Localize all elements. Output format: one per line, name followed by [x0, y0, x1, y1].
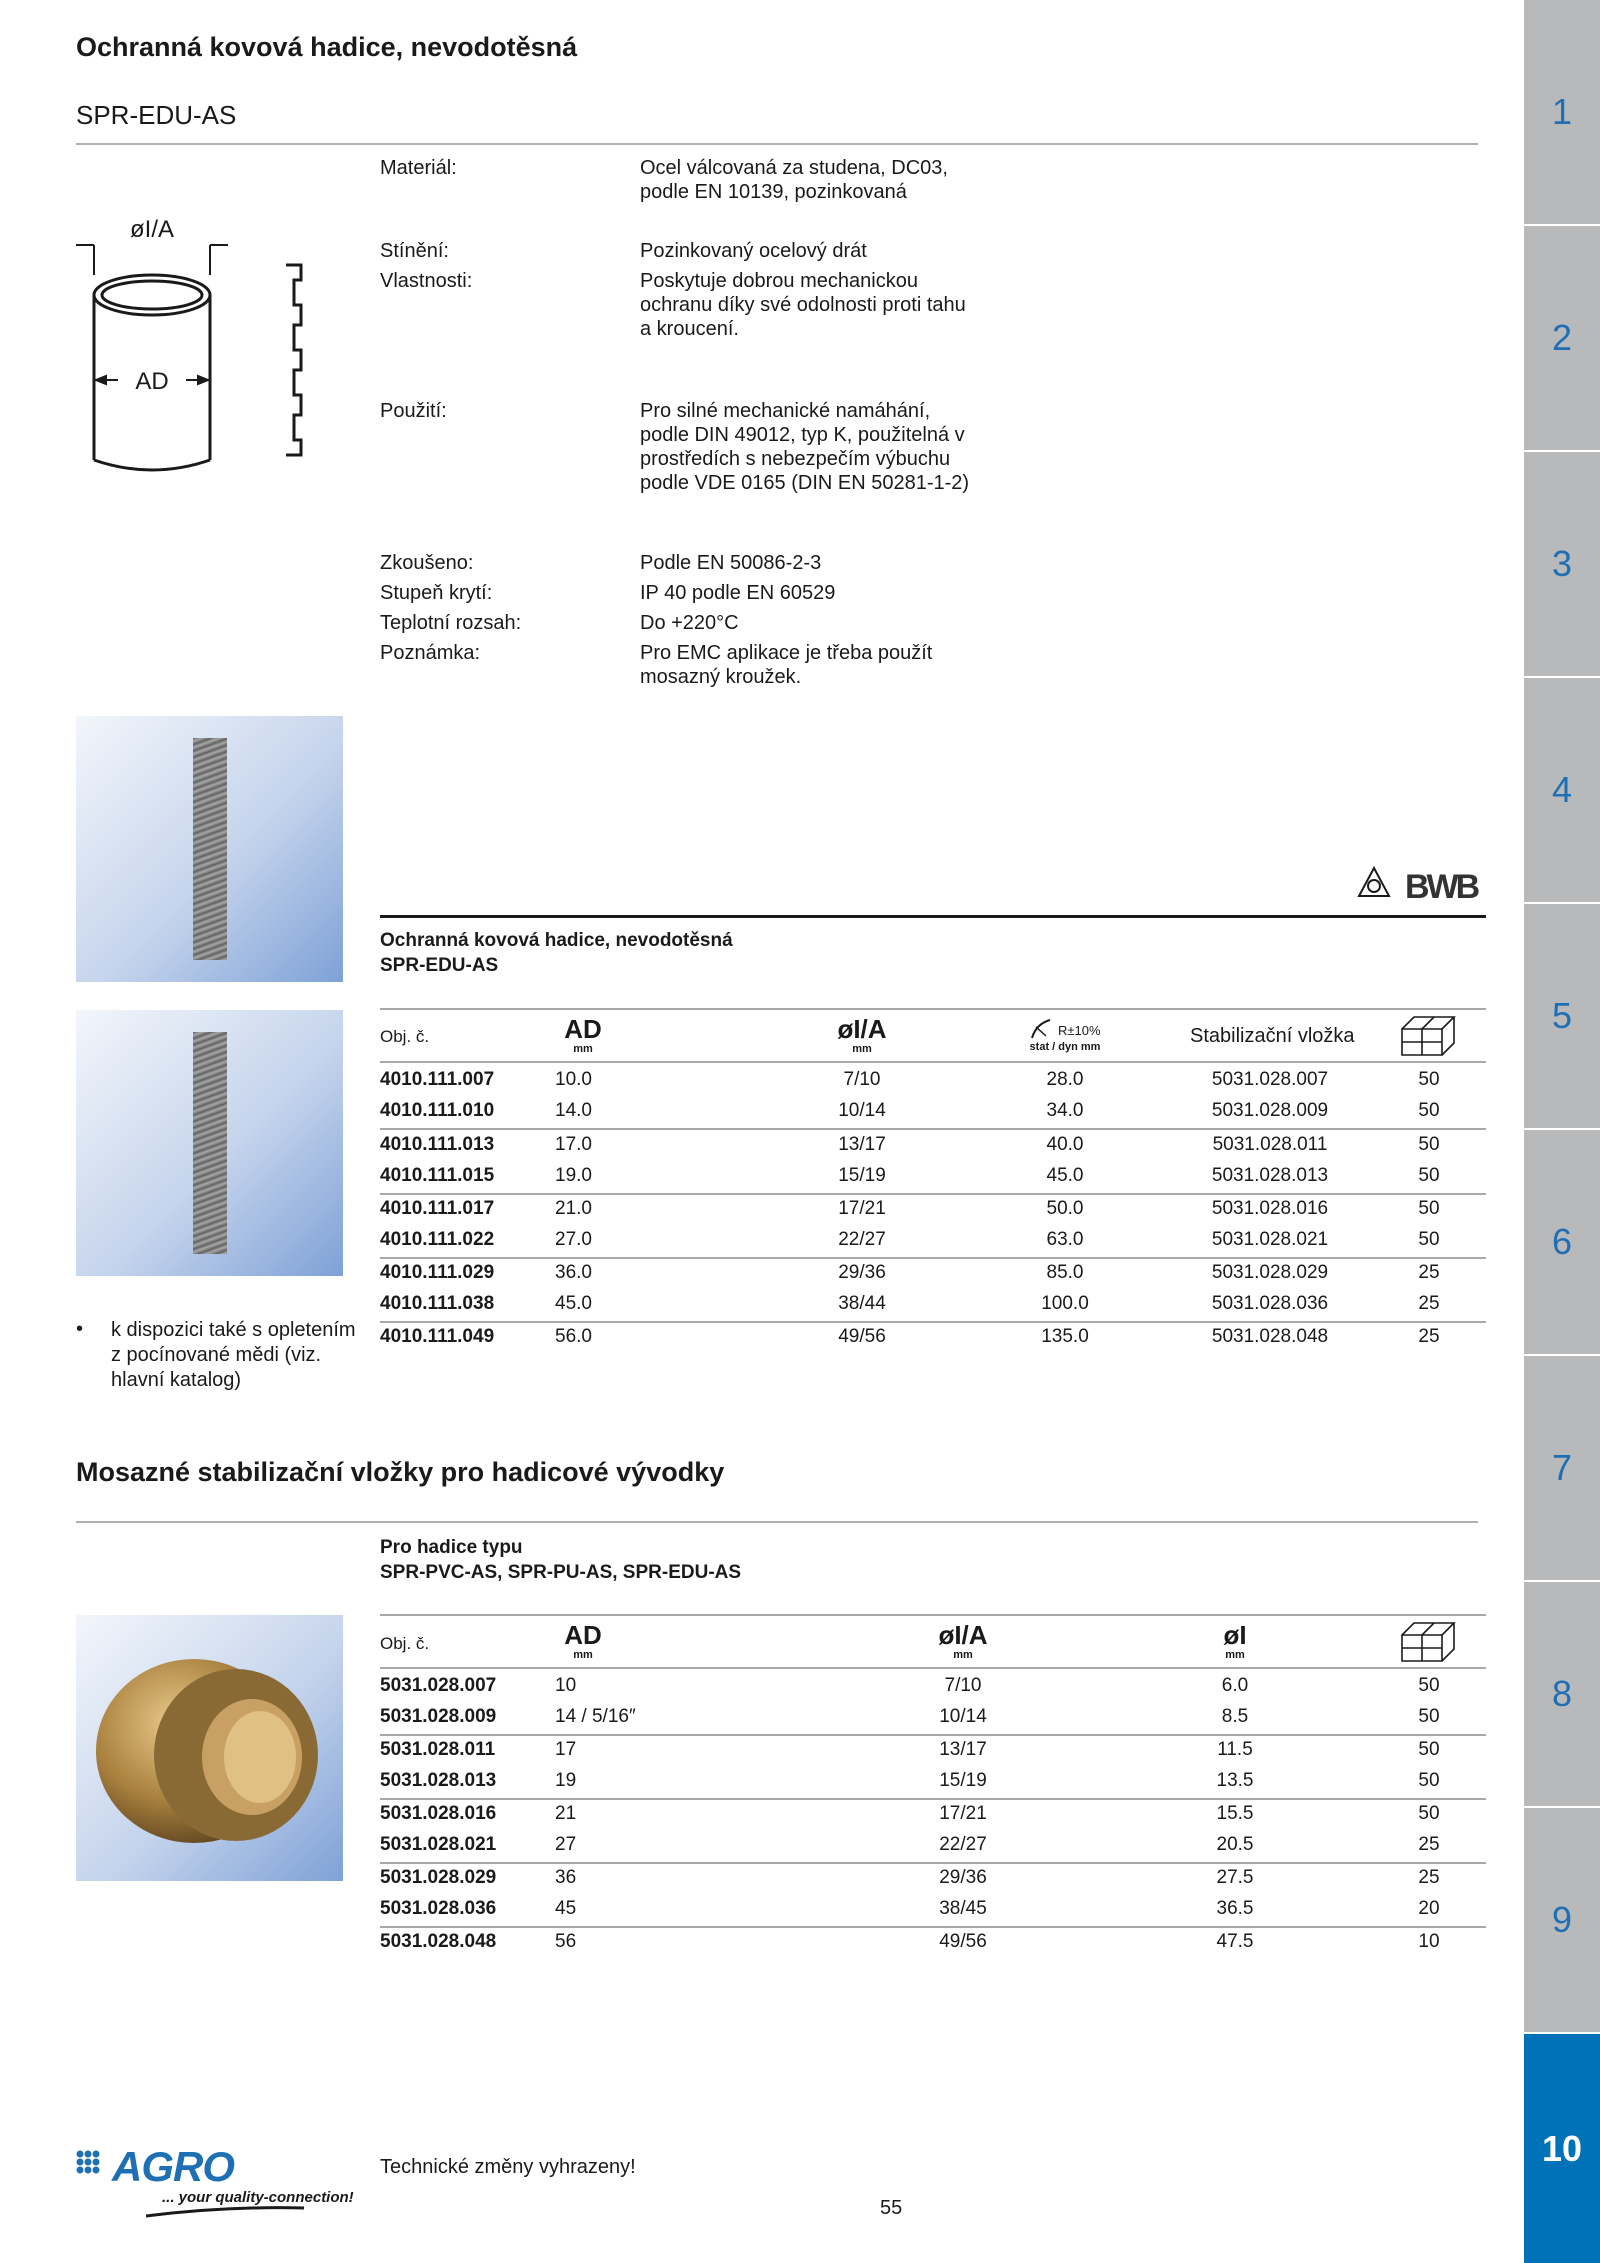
t1-cell: 4010.111.029: [380, 1262, 495, 1283]
t1-cell: 38/44: [838, 1293, 886, 1314]
t2-cell: 15/19: [939, 1770, 987, 1791]
t1-cell: 50: [1418, 1198, 1440, 1219]
t1-cell: 4010.111.049: [380, 1326, 495, 1347]
t1-header-obj: Obj. č.: [380, 1027, 430, 1046]
t1-cell: 36.0: [555, 1262, 592, 1283]
spec-value: Poskytuje dobrou mechanickou ochranu díky své odolnosti proti tahu a kroucení.: [640, 270, 966, 340]
t1-cell: 25: [1418, 1262, 1440, 1283]
bwb-text: BWB: [1405, 868, 1478, 906]
t1-cell: 50: [1418, 1069, 1440, 1090]
t1-cell: 21.0: [555, 1198, 592, 1219]
t2-cell: 14 / 5/16″: [555, 1706, 636, 1727]
t1-cell: 56.0: [555, 1326, 592, 1347]
t1-cell: 49/56: [838, 1326, 886, 1347]
t1-cell: 5031.028.016: [1211, 1198, 1329, 1219]
table1-group-rule: [380, 1193, 1486, 1195]
t2-cell: 20: [1418, 1898, 1440, 1919]
agro-logo-mark: [76, 2143, 354, 2228]
t2-cell: 49/56: [939, 1931, 987, 1952]
header-divider: [76, 143, 1478, 145]
t2-cell: 22/27: [939, 1834, 987, 1855]
t1-cell: 85.0: [1046, 1262, 1084, 1283]
agro-logo: [76, 2143, 354, 2233]
t2-cell: 5031.028.021: [380, 1834, 497, 1855]
table2-group-rule: [380, 1862, 1486, 1864]
t2-cell: 17/21: [939, 1803, 987, 1824]
t1-cell: 5031.028.029: [1211, 1262, 1329, 1283]
metal-hose-image: [193, 1032, 227, 1254]
t2-cell: 5031.028.016: [380, 1803, 497, 1824]
chapter-tab-8[interactable]: 8: [1524, 1582, 1600, 1806]
table2-group-rule: [380, 1926, 1486, 1928]
metal-hose-image: [193, 738, 227, 960]
table2-header-bottom-rule: [380, 1667, 1486, 1669]
t2-cell: 50: [1418, 1803, 1440, 1824]
spec-label: Stínění:: [380, 240, 449, 262]
table2-header-top-rule: [380, 1614, 1486, 1616]
table1-group-rule: [380, 1128, 1486, 1130]
t1-header-radius-unit: stat / dyn mm: [1029, 1041, 1101, 1053]
bullet-text: k dispozici také s opletením z pocínované mědi (viz. hlavní katalog): [111, 1319, 356, 1391]
t2-cell: 25: [1418, 1834, 1440, 1855]
t2-cell: 21: [555, 1803, 577, 1824]
t1-header-dia-unit: mm: [852, 1043, 872, 1055]
t1-cell: 7/10: [843, 1069, 881, 1090]
t1-cell: 27.0: [555, 1229, 592, 1250]
t2-header-obj: Obj. č.: [380, 1634, 430, 1653]
t1-cell: 50: [1418, 1165, 1440, 1186]
spec-value: IP 40 podle EN 60529: [640, 582, 836, 604]
t2-cell: 50: [1418, 1739, 1440, 1760]
t1-cell: 28.0: [1046, 1069, 1084, 1090]
t2-cell: 6.0: [1221, 1675, 1249, 1696]
t1-cell: 5031.028.021: [1211, 1229, 1329, 1250]
t1-header-stab: Stabilizační vložka: [1190, 1025, 1355, 1047]
section2-title: Mosazné stabilizační vložky pro hadicové vývodky: [76, 1457, 725, 1487]
table1-header-top-rule: [380, 1008, 1486, 1010]
chapter-tab-4[interactable]: 4: [1524, 678, 1600, 902]
t1-header-dia: øI/A: [837, 1014, 887, 1044]
section2-sub2: SPR-PVC-AS, SPR-PU-AS, SPR-EDU-AS: [380, 1562, 742, 1583]
t2-cell: 45: [555, 1898, 577, 1919]
t2-cell: 5031.028.013: [380, 1770, 497, 1791]
t1-cell: 29/36: [838, 1262, 886, 1283]
t1-cell: 5031.028.009: [1211, 1100, 1329, 1121]
hose-photo-2: [76, 1010, 343, 1276]
t1-cell: 5031.028.036: [1211, 1293, 1329, 1314]
t2-header-dia: øI/A: [938, 1620, 988, 1650]
t1-cell: 50.0: [1046, 1198, 1084, 1219]
t2-cell: 50: [1418, 1706, 1440, 1727]
t1-cell: 100.0: [1041, 1293, 1089, 1314]
t1-cell: 50: [1418, 1100, 1440, 1121]
t2-cell: 36: [555, 1867, 577, 1888]
spec-label: Zkoušeno:: [380, 552, 474, 574]
t1-cell: 45.0: [555, 1293, 592, 1314]
table2-group-rule: [380, 1734, 1486, 1736]
brass-insert-image: [76, 1615, 343, 1881]
t2-cell: 7/10: [944, 1675, 982, 1696]
t2-cell: 5031.028.007: [380, 1675, 497, 1696]
t2-cell: 15.5: [1216, 1803, 1254, 1824]
t2-cell: 8.5: [1221, 1706, 1249, 1727]
t2-cell: 13/17: [939, 1739, 987, 1760]
t2-header-ad: AD: [564, 1620, 602, 1650]
t2-cell: 19: [555, 1770, 577, 1791]
t1-cell: 4010.111.017: [380, 1198, 495, 1219]
t1-cell: 17/21: [838, 1198, 886, 1219]
t1-cell: 22/27: [838, 1229, 886, 1250]
section2-sub1: Pro hadice typu: [380, 1537, 523, 1558]
t2-cell: 25: [1418, 1867, 1440, 1888]
spec-value: Podle EN 50086-2-3: [640, 552, 822, 574]
t2-header-ad-unit: mm: [573, 1649, 593, 1661]
t1-cell: 19.0: [555, 1165, 592, 1186]
t1-cell: 50: [1418, 1229, 1440, 1250]
chapter-tab-7[interactable]: 7: [1524, 1356, 1600, 1580]
t2-cell: 56: [555, 1931, 577, 1952]
t1-cell: 10.0: [555, 1069, 592, 1090]
t2-cell: 36.5: [1216, 1898, 1254, 1919]
t1-cell: 4010.111.013: [380, 1134, 495, 1155]
table2-group-rule: [380, 1798, 1486, 1800]
svg-text:AGRO: AGRO: [112, 2143, 234, 2190]
t2-cell: 27: [555, 1834, 577, 1855]
t1-header-ad: AD: [564, 1014, 602, 1044]
spec-value: Do +220°C: [640, 612, 739, 634]
page-title: Ochranná kovová hadice, nevodotěsná: [76, 32, 578, 62]
hose-photo-1: [76, 716, 343, 982]
t1-cell: 5031.028.011: [1212, 1134, 1328, 1155]
bwb-certification-logo: [1355, 862, 1485, 906]
svg-text:... your quality-connection!: ... your quality-connection!: [162, 2189, 354, 2206]
spec-label: Vlastnosti:: [380, 270, 473, 292]
t1-cell: 40.0: [1046, 1134, 1084, 1155]
t2-header-di-unit: mm: [1225, 1649, 1245, 1661]
t1-cell: 50: [1418, 1134, 1440, 1155]
table1-group-rule: [380, 1257, 1486, 1259]
drawing-label-dia: øI/A: [129, 216, 175, 243]
hose-drawing: [76, 205, 316, 480]
t1-header-ad-unit: mm: [573, 1043, 593, 1055]
t1-cell: 135.0: [1041, 1326, 1089, 1347]
section2-divider: [76, 1521, 1478, 1523]
chapter-tab-10[interactable]: 10: [1524, 2034, 1600, 2263]
table1-top-rule: [380, 915, 1486, 918]
t2-cell: 38/45: [939, 1898, 987, 1919]
t1-cell: 13/17: [838, 1134, 886, 1155]
t1-cell: 4010.111.038: [380, 1293, 495, 1314]
t2-cell: 29/36: [939, 1867, 987, 1888]
t2-cell: 13.5: [1216, 1770, 1254, 1791]
t1-cell: 10/14: [838, 1100, 886, 1121]
chapter-tab-5[interactable]: 5: [1524, 904, 1600, 1128]
t1-cell: 4010.111.015: [380, 1165, 495, 1186]
table1-header-bottom-rule: [380, 1061, 1486, 1063]
drawing-label-ad: AD: [135, 368, 169, 395]
t2-cell: 11.5: [1217, 1739, 1253, 1760]
spec-label: Stupeň krytí:: [380, 582, 493, 604]
page-subtitle: SPR-EDU-AS: [76, 100, 237, 130]
t1-cell: 25: [1418, 1293, 1440, 1314]
brass-insert-photo: [76, 1615, 343, 1881]
t1-cell: 4010.111.022: [380, 1229, 495, 1250]
t1-cell: 15/19: [838, 1165, 886, 1186]
t1-cell: 14.0: [555, 1100, 592, 1121]
t2-cell: 10: [1418, 1931, 1440, 1952]
t1-cell: 17.0: [555, 1134, 592, 1155]
package-quantity-icon: [1400, 1621, 1458, 1663]
t2-cell: 5031.028.029: [380, 1867, 497, 1888]
t2-cell: 47.5: [1216, 1931, 1254, 1952]
spec-value: Ocel válcovaná za studena, DC03, podle EN 10139, pozinkovaná: [640, 157, 948, 203]
chapter-tab-bar: [1524, 0, 1600, 2263]
chapter-tab-9[interactable]: 9: [1524, 1808, 1600, 2032]
t2-header-di: øI: [1223, 1620, 1247, 1650]
table1-group-rule: [380, 1321, 1486, 1323]
spec-value: Pro silné mechanické namáhání, podle DIN 49012, typ K, použitelná v prostředích s nebezpečím výbuchu podle VDE 0165 (DIN EN 50281-1-2): [640, 400, 970, 494]
spec-value: Pozinkovaný ocelový drát: [640, 240, 867, 262]
t2-cell: 5031.028.036: [380, 1898, 497, 1919]
t1-cell: 45.0: [1046, 1165, 1084, 1186]
t1-cell: 5031.028.007: [1211, 1069, 1329, 1090]
package-quantity-icon: [1400, 1015, 1458, 1057]
chapter-tab-1[interactable]: 1: [1524, 0, 1600, 224]
table1-subtitle: SPR-EDU-AS: [380, 955, 499, 976]
t2-cell: 5031.028.048: [380, 1931, 497, 1952]
t2-cell: 10/14: [939, 1706, 987, 1727]
table1-title: Ochranná kovová hadice, nevodotěsná: [380, 930, 733, 951]
t2-cell: 50: [1418, 1770, 1440, 1791]
t1-header-radius: R±10%: [1058, 1023, 1101, 1038]
t1-cell: 34.0: [1046, 1100, 1084, 1121]
chapter-tab-2[interactable]: 2: [1524, 226, 1600, 450]
t2-cell: 27.5: [1216, 1867, 1254, 1888]
t2-cell: 50: [1418, 1675, 1440, 1696]
t2-cell: 20.5: [1216, 1834, 1254, 1855]
t2-cell: 5031.028.011: [380, 1739, 496, 1760]
t2-cell: 5031.028.009: [380, 1706, 497, 1727]
spec-label: Poznámka:: [380, 642, 481, 664]
bend-radius-icon: [1030, 1018, 1058, 1040]
t1-cell: 63.0: [1046, 1229, 1084, 1250]
t2-cell: 10: [555, 1675, 577, 1696]
t1-cell: 5031.028.048: [1211, 1326, 1329, 1347]
bullet-dot: •: [76, 1318, 84, 1340]
t2-cell: 17: [555, 1739, 577, 1760]
t1-cell: 4010.111.010: [380, 1100, 495, 1121]
t1-cell: 4010.111.007: [380, 1069, 495, 1090]
spec-value: Pro EMC aplikace je třeba použít mosazný kroužek.: [640, 642, 933, 688]
t1-cell: 5031.028.013: [1211, 1165, 1329, 1186]
t1-cell: 25: [1418, 1326, 1440, 1347]
spec-label: Teplotní rozsah:: [380, 612, 522, 634]
chapter-tab-6[interactable]: 6: [1524, 1130, 1600, 1354]
chapter-tab-3[interactable]: 3: [1524, 452, 1600, 676]
footer-note: Technické změny vyhrazeny!: [380, 2156, 636, 2178]
spec-label: Materiál:: [380, 157, 457, 179]
t2-header-dia-unit: mm: [953, 1649, 973, 1661]
page-number: 55: [880, 2197, 903, 2219]
spec-label: Použití:: [380, 400, 447, 422]
